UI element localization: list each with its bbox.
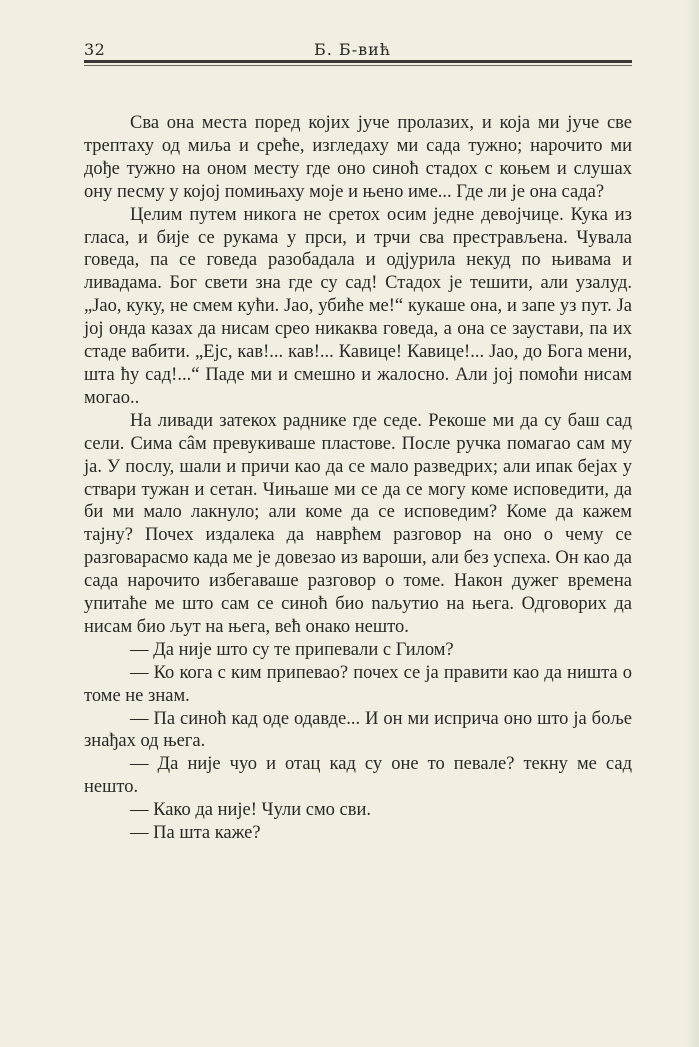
dialogue-line: — Да није чуо и отац кад су оне то певале? текну ме сад нешто. xyxy=(84,754,632,798)
page-edge-shadow xyxy=(685,0,699,1047)
dialogue-line: — Ко кога с ким припевао? почех се ја правити као да ништа о томе не знам. xyxy=(84,662,632,706)
paragraph: Целим путем никога не сретох осим једне девојчице. Кука из гласа, и бије се рукама у прси, и трчи сва престрављена. Чувала говеда, па се говеда разобадала и одјурила некуд по њивама и ливадама. Бог свети зна где су сад! Стадох је тешити, али узалуд. „Јао, куку, не смем кући. Јао, убиће ме!“ кукаше она, и запе уз пут. Ја јој онда казах да нисам срео никаква говеда, а она се заустави, па их стаде вабити. „Ејс, кав!... кав!... Кавице! Кавице!... Јао, до Бога мени, шта ћу сад!...“ Паде ми и смешно и жалосно. Али јој помоћи нисам могао.. xyxy=(84,204,632,408)
paragraph: Сва она места поред којих јуче пролазих, и која ми јуче све трептаху од миља и среће, изгледаху ми сада тужно; нарочито ми дође тужно на оном месту где оно синоћ стадох с коњем и слушах ону песму у којој помињаху моје и њено име... Где ли је она сада? xyxy=(84,113,632,202)
running-head: Б. Б-вић xyxy=(314,40,392,59)
page-number: 32 xyxy=(84,40,106,59)
header-rule-thin xyxy=(84,65,632,66)
dialogue-line: — Па шта каже? xyxy=(130,823,261,844)
dialogue-line: — Како да није! Чули смо сви. xyxy=(130,800,372,821)
body-text xyxy=(84,112,632,845)
header-rule xyxy=(84,60,632,63)
dialogue-line: — Да није што су те припевали с Гилом? xyxy=(130,639,454,660)
paragraph: На ливади затекох раднике где седе. Рекоше ми да су баш сад сели. Сима сâм превукиваше пластове. После ручка помагао сам му ја. У послу, шали и причи као да се мало разведрих; али ипак бејах у ствари тужан и сетан. Чињаше ми се да се могу коме исповедити, да би ми мало лакнуло; али коме да се исповедим? Коме да кажем тајну? Почех издалека да наврћем разговор на оно о чему се разговарасмо када ме је довезао из вароши, али без успеха. Он као да сада нарочито избегаваше разговор о томе. Након дужег времена упитаће ме што сам се синоћ био naљутио на њега. Одговорих да нисам био љут на њега, већ онако нешто. xyxy=(84,410,632,637)
dialogue-line: — Па синоћ кад оде одавде... И он ми исприча оно што ја боље знађах од њега. xyxy=(84,708,632,752)
